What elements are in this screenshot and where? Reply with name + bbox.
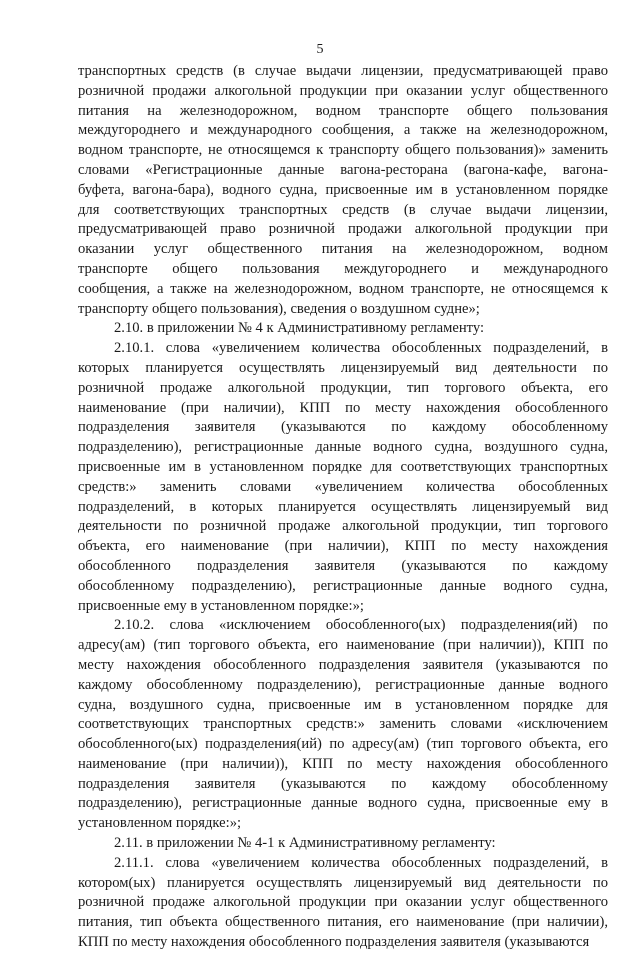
text-line: оказании услуг общественного питания на железнодорожном, водном xyxy=(78,241,608,258)
paragraph xyxy=(78,834,608,854)
text-line: обособленному подразделению), регистрационные данные водного судна, xyxy=(78,577,608,594)
text-line: розничной продажи алкогольной продукции при оказании услуг общественного xyxy=(78,82,608,99)
text-line: установленном порядке:»; xyxy=(78,815,242,832)
text-line: буфета, вагона-бара), водного судна, присвоенные им в установленном порядке xyxy=(78,181,608,198)
paragraph xyxy=(78,62,608,319)
text-line: розничной продаже алкогольной продукции, тип торгового объекта, его xyxy=(78,379,608,396)
text-line: средств:» заменить словами «увеличением количества обособленных xyxy=(78,478,608,495)
paragraph xyxy=(78,854,608,953)
text-line: транспортных средств (в случае выдачи лицензии, предусматривающей право xyxy=(78,63,608,79)
text-line: 2.11.1. слова «увеличением количества обособленных подразделений, в xyxy=(114,854,608,871)
text-line: подразделению), регистрационные данные водного судна, присвоенные ему в xyxy=(78,795,608,812)
text-line: адресу(ам) (тип торгового объекта, его наименование (при наличии)), КПП по xyxy=(78,637,608,654)
text-line: наименование (при наличии), КПП по месту нахождения обособленного xyxy=(78,399,608,416)
text-line: 2.10. в приложении № 4 к Административному регламенту: xyxy=(114,320,485,337)
page-number: 5 xyxy=(316,42,324,57)
text-line: предусматривающей право розничной продажи алкогольной продукции при xyxy=(78,221,608,238)
text-line: водном транспорте, не относящемся к транспорту общего пользования)» заменить xyxy=(78,142,608,159)
text-line: присвоенные ему в установленном порядке:»; xyxy=(78,597,364,614)
text-line: питания на железнодорожном, водном транспорте общего пользования xyxy=(78,102,608,119)
text-line: КПП по месту нахождения обособленного подразделения заявителя (указываются xyxy=(78,934,590,951)
text-line: подразделению), регистрационные данные водного судна, воздушного судна, xyxy=(78,439,608,456)
text-line: 2.10.1. слова «увеличением количества обособленных подразделений, в xyxy=(114,340,608,357)
text-line: деятельности по розничной продаже алкогольной продукции, тип торгового xyxy=(78,518,608,535)
text-line: объекта, его наименование (при наличии), КПП по месту нахождения xyxy=(78,538,608,555)
text-line: присвоенные им в установленном порядке для соответствующих транспортных xyxy=(78,458,608,475)
paragraph xyxy=(78,616,608,834)
text-line: подразделения заявителя (указываются по каждому обособленному xyxy=(78,775,608,792)
text-line: словами «Регистрационные данные вагона-ресторана (вагона-кафе, вагона- xyxy=(78,161,608,178)
text-line: транспорту общего пользования), сведения о воздушном судне»; xyxy=(78,300,480,317)
text-line: междугороднего и международного сообщения, а также на железнодорожном, xyxy=(78,122,608,139)
paragraph xyxy=(78,319,608,339)
text-line: соответствующих транспортных средств:» заменить словами «исключением xyxy=(78,716,608,733)
text-line: 2.10.2. слова «исключением обособленного(ых) подразделения(ий) по xyxy=(114,617,608,634)
text-line: котором(ых) планируется осуществлять лицензируемый вид деятельности по xyxy=(78,874,608,891)
text-line: подразделений, в которых планируется осуществлять лицензируемый вид xyxy=(78,498,608,515)
text-line: каждому обособленному подразделению), регистрационные данные водного xyxy=(78,676,608,693)
text-line: обособленного(ых) подразделения(ий) по адресу(ам) (тип торгового объекта, его xyxy=(78,736,608,753)
document-body xyxy=(78,62,608,953)
text-line: подразделения заявителя (указываются по каждому обособленному xyxy=(78,419,608,436)
text-line: для соответствующих транспортных средств (в случае выдачи лицензии, xyxy=(78,201,608,218)
text-line: которых планируется осуществлять лицензируемый вид деятельности по xyxy=(78,359,608,376)
text-line: питания, тип объекта общественного питания, его наименование (при наличии), xyxy=(78,914,608,931)
text-line: сообщения, а также на железнодорожном, водном транспорте, не относящемся к xyxy=(78,280,608,297)
text-line: 2.11. в приложении № 4-1 к Административному регламенту: xyxy=(114,835,496,852)
paragraph xyxy=(78,339,608,616)
text-line: транспорте общего пользования междугороднего и международного xyxy=(78,260,608,277)
text-line: судна, воздушного судна, присвоенные им в установленном порядке для xyxy=(78,696,608,713)
text-line: розничной продаже алкогольной продукции при оказании услуг общественного xyxy=(78,894,608,911)
text-line: обособленного подразделения заявителя (указываются по каждому xyxy=(78,557,608,574)
text-line: наименование (при наличии)), КПП по месту нахождения обособленного xyxy=(78,755,608,772)
text-line: месту нахождения обособленного подразделения заявителя (указываются по xyxy=(78,656,608,673)
